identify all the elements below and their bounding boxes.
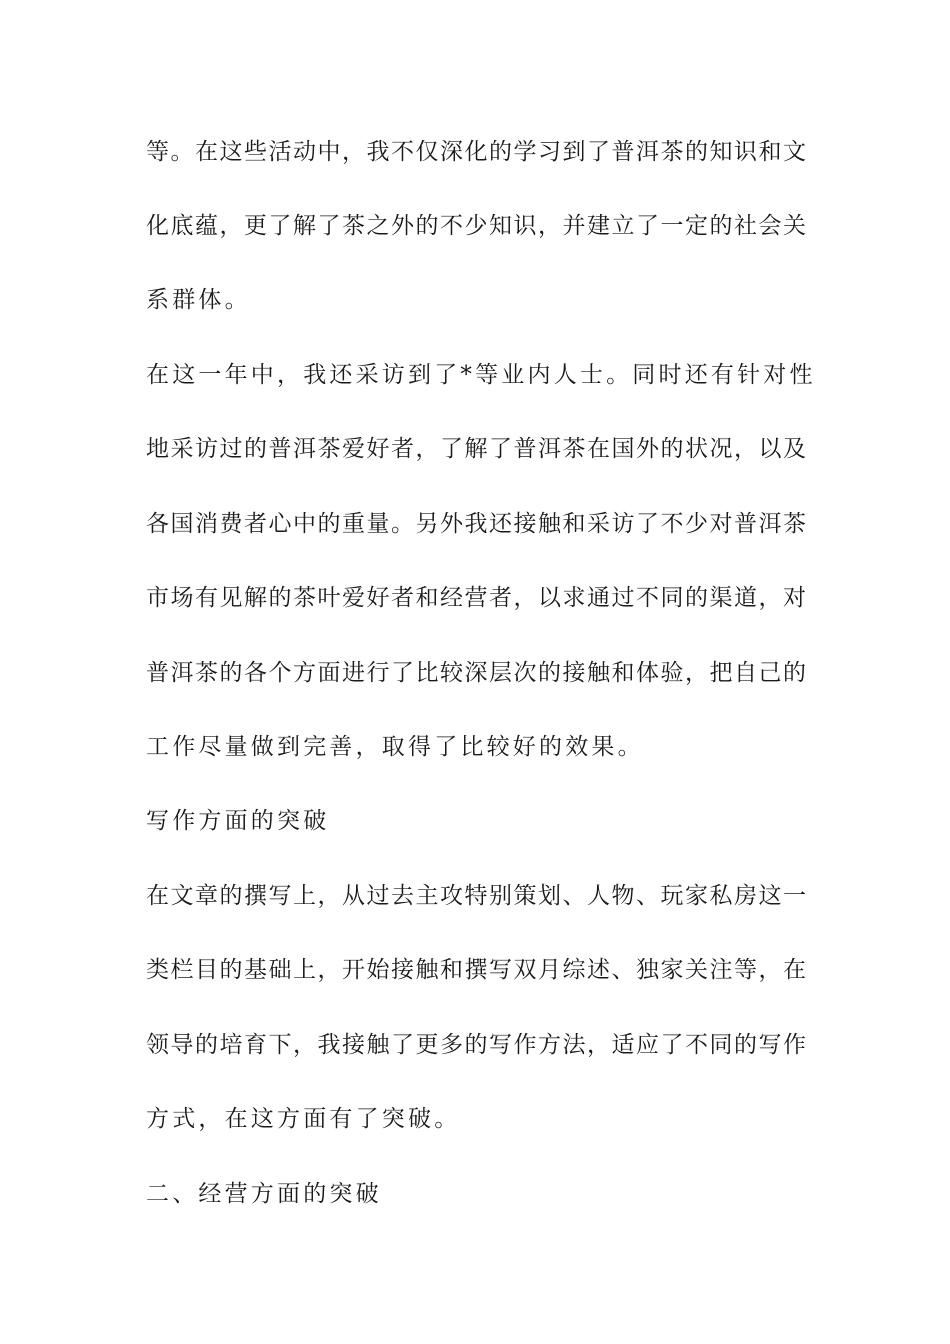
paragraph-line-1: 等。在这些活动中，我不仅深化的学习到了普洱茶的知识和文 [146, 139, 806, 165]
paragraph-line-8: 普洱茶的各个方面进行了比较深层次的接触和体验，把自己的 [146, 660, 806, 686]
paragraph-line-5: 地采访过的普洱茶爱好者，了解了普洱茶在国外的状况，以及 [146, 436, 806, 462]
paragraph-line-12: 领导的培育下，我接触了更多的写作方法，适应了不同的写作 [146, 1032, 806, 1058]
paragraph-line-2: 化底蕴，更了解了茶之外的不少知识，并建立了一定的社会关 [146, 213, 806, 239]
paragraph-line-9: 工作尽量做到完善，取得了比较好的效果。 [146, 734, 644, 760]
paragraph-line-13: 方式，在这方面有了突破。 [146, 1106, 461, 1132]
paragraph-line-10: 在文章的撰写上，从过去主攻特别策划、人物、玩家私房这一 [146, 883, 806, 909]
paragraph-line-6: 各国消费者心中的重量。另外我还接触和采访了不少对普洱茶 [146, 511, 806, 537]
paragraph-line-3: 系群体。 [146, 287, 251, 313]
section-heading-business: 二、经营方面的突破 [146, 1181, 382, 1207]
paragraph-line-7: 市场有见解的茶叶爱好者和经营者，以求通过不同的渠道，对 [146, 585, 806, 611]
paragraph-line-4: 在这一年中，我还采访到了*等业内人士。同时还有针对性 [146, 362, 816, 388]
paragraph-line-11: 类栏目的基础上，开始接触和撰写双月综述、独家关注等，在 [146, 957, 806, 983]
section-heading-writing: 写作方面的突破 [146, 808, 330, 834]
